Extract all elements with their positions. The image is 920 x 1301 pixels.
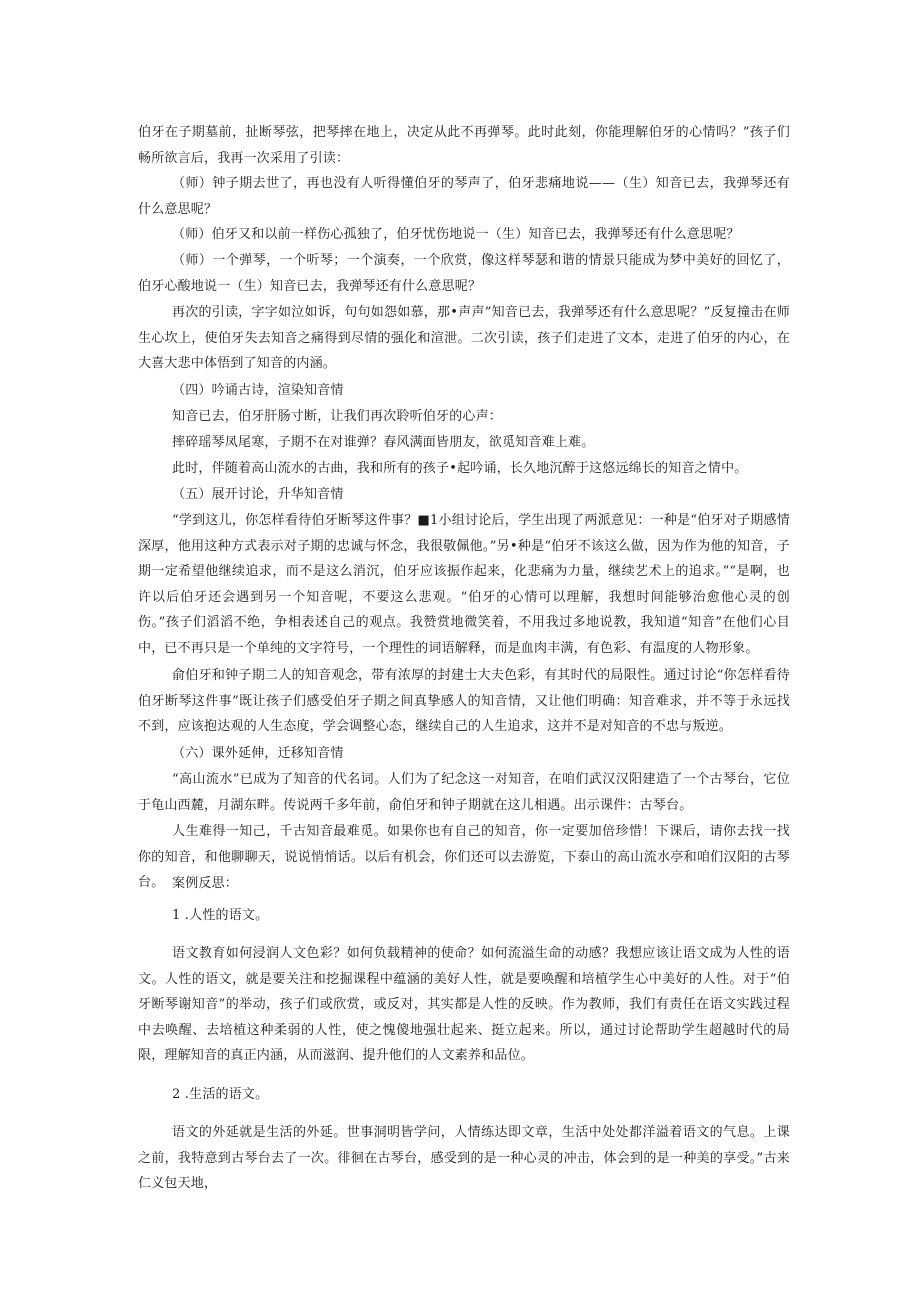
paragraph-life-chinese: 语文的外延就是生活的外延。世事洞明皆学问，人情练达即文章，生活中处处都洋溢着语文的气息。上课之前，我特意到古琴台去了一次。徘徊在古琴台，感受到的是一种心灵的冲击，体会到的是一种美的享受。”古来仁义包天地， — [138, 1125, 790, 1191]
section-heading-6: （六）课外延伸，迁移知音情 — [172, 746, 344, 761]
paragraph-humanity-chinese: 语文教育如何浸润人文色彩？如何负载精神的使命？如何流溢生命的动感？我想应该让语文成为人性的语文。人性的语文，就是要关注和挖掘课程中蕴涵的美好人性，就是要唤醒和培植学生心中美好的人性。对于“伯牙断琴谢知音”的举动，孩子们或欣赏，或反对，其实都是人性的反映。作为教师，我们有责任在语文实践过程中去唤醒、去培植这种柔弱的人性，使之愧傻地强壮起来、挺立起来。所以，通过讨论帮助学生超越时代的局限，理解知音的真正内涵，从而滋润、提升他们的人文素养和品位。 — [138, 946, 790, 1063]
paragraph-recite-together: 此时，伴随着高山流水的古曲，我和所有的孩子•起吟诵，长久地沉醉于这悠远绵长的知音之情中。 — [172, 461, 748, 476]
section-heading-5: （五）展开讨论，升华知音情 — [172, 487, 344, 502]
reflection-point-2: 2 .生活的语文。 — [172, 1087, 269, 1102]
paragraph-discussion: “学到这儿，你怎样看待伯牙断琴这件事？■1小组讨论后，学生出现了两派意见：一种是“伯牙对子期感情深厚，他用这种方式表示对子期的忠诚与怀念，我很敬佩他。”另•种是“伯牙不该这么做，因为作为他的知音，子期一定希望他继续追求，而不是这么消沉，伯牙应该振作起来，化悲痛为力量，继续艺术上的追求。”“是啊，也许以后伯牙还会遇到另一个知音呢，不要这么悲观。“伯牙的心情可以理解，我想时间能够治愈他心灵的创伤。”孩子们滔滔不绝，争相表述自己的观点。我赞赏地微笑着，不用我过多地说教，我知道“知音”在他们心目中，已不再只是一个单纯的文字符号，一个理性的词语解释，而是血肉丰满，有色彩、有温度的人物形象。 — [138, 513, 790, 656]
section-heading-4: （四）吟诵古诗，渲染知音情 — [172, 383, 344, 398]
paragraph-guided-reading-2: （师）伯牙又和以前一样伤心孤独了，伯牙忧伤地说一（生）知音已去，我弹琴还有什么意思呢？ — [172, 227, 740, 242]
paragraph-poem: 摔碎瑶琴凤尾寒，子期不在对谁弹？春风满面皆朋友，欲觅知音难上难。 — [172, 435, 595, 450]
paragraph-bo-ya-at-grave: 伯牙在子期墓前，扯断琴弦，把琴摔在地上，决定从此不再弹琴。此时此刻，你能理解伯牙的心情吗？”孩子们畅所欲言后，我再一次采用了引读： — [138, 125, 790, 166]
paragraph-guided-reading-effect: 再次的引读，字字如泣如诉，句句如怨如慕，那•声声”知音已去，我弹琴还有什么意思呢？”反复撞击在师生心坎上，使伯牙失去知音之痛得到尽情的强化和渲泄。二次引读，孩子们走进了文本，走进了伯牙的内心，在大喜大悲中体悟到了知音的内涵。 — [138, 305, 790, 371]
paragraph-cherish-friend: 人生难得一知己，千古知音最难觅。如果你也有自己的知音，你一定要加倍珍惜！下课后，请你去找一找你的知音，和他聊聊天，说说悄悄话。以后有机会，你们还可以去游览，下泰山的高山流水亭和咱们汉阳的古琴台。 — [138, 824, 790, 890]
case-reflection-heading: 案例反思： — [172, 876, 239, 891]
paragraph-guided-reading-1: （师）钟子期去世了，再也没有人听得懂伯牙的琴声了，伯牙悲痛地说——（生）知音已去，我弹琴还有什么意思呢？ — [138, 176, 790, 217]
reflection-point-1: 1 .人性的语文。 — [172, 908, 269, 923]
paragraph-guided-reading-3: （师）一个弹琴，一个听琴；一个演奏，一个欣赏，像这样琴瑟和谐的情景只能成为梦中美好的回忆了，伯牙心酸地说一（生）知音已去，我弹琴还有什么意思呢？ — [138, 253, 790, 294]
paragraph-feudal-view: 俞伯牙和钟子期二人的知音观念，带有浓厚的封建士大夫色彩，有其时代的局限性。通过讨论“你怎样看待伯牙断琴这件事”既让孩子们感受伯牙子期之间真挚感人的知音情，又让他们明确：知音难求，并不等于永远找不到，应该抱达观的人生态度，学会调整心态，继续自己的人生追求，这并不是对知音的不忠与叛逆。 — [138, 668, 790, 734]
paragraph-guqin-tai: “高山流水”已成为了知音的代名词。人们为了纪念这一对知音，在咱们武汉汉阳建造了一个古琴台，它位于龟山西麓，月湖东畔。传说两千多年前，俞伯牙和钟子期就在这儿相遇。出示课件：古琴台。 — [138, 772, 790, 813]
paragraph-listen-heart: 知音已去，伯牙肝肠寸断，让我们再次聆听伯牙的心声： — [172, 409, 503, 424]
